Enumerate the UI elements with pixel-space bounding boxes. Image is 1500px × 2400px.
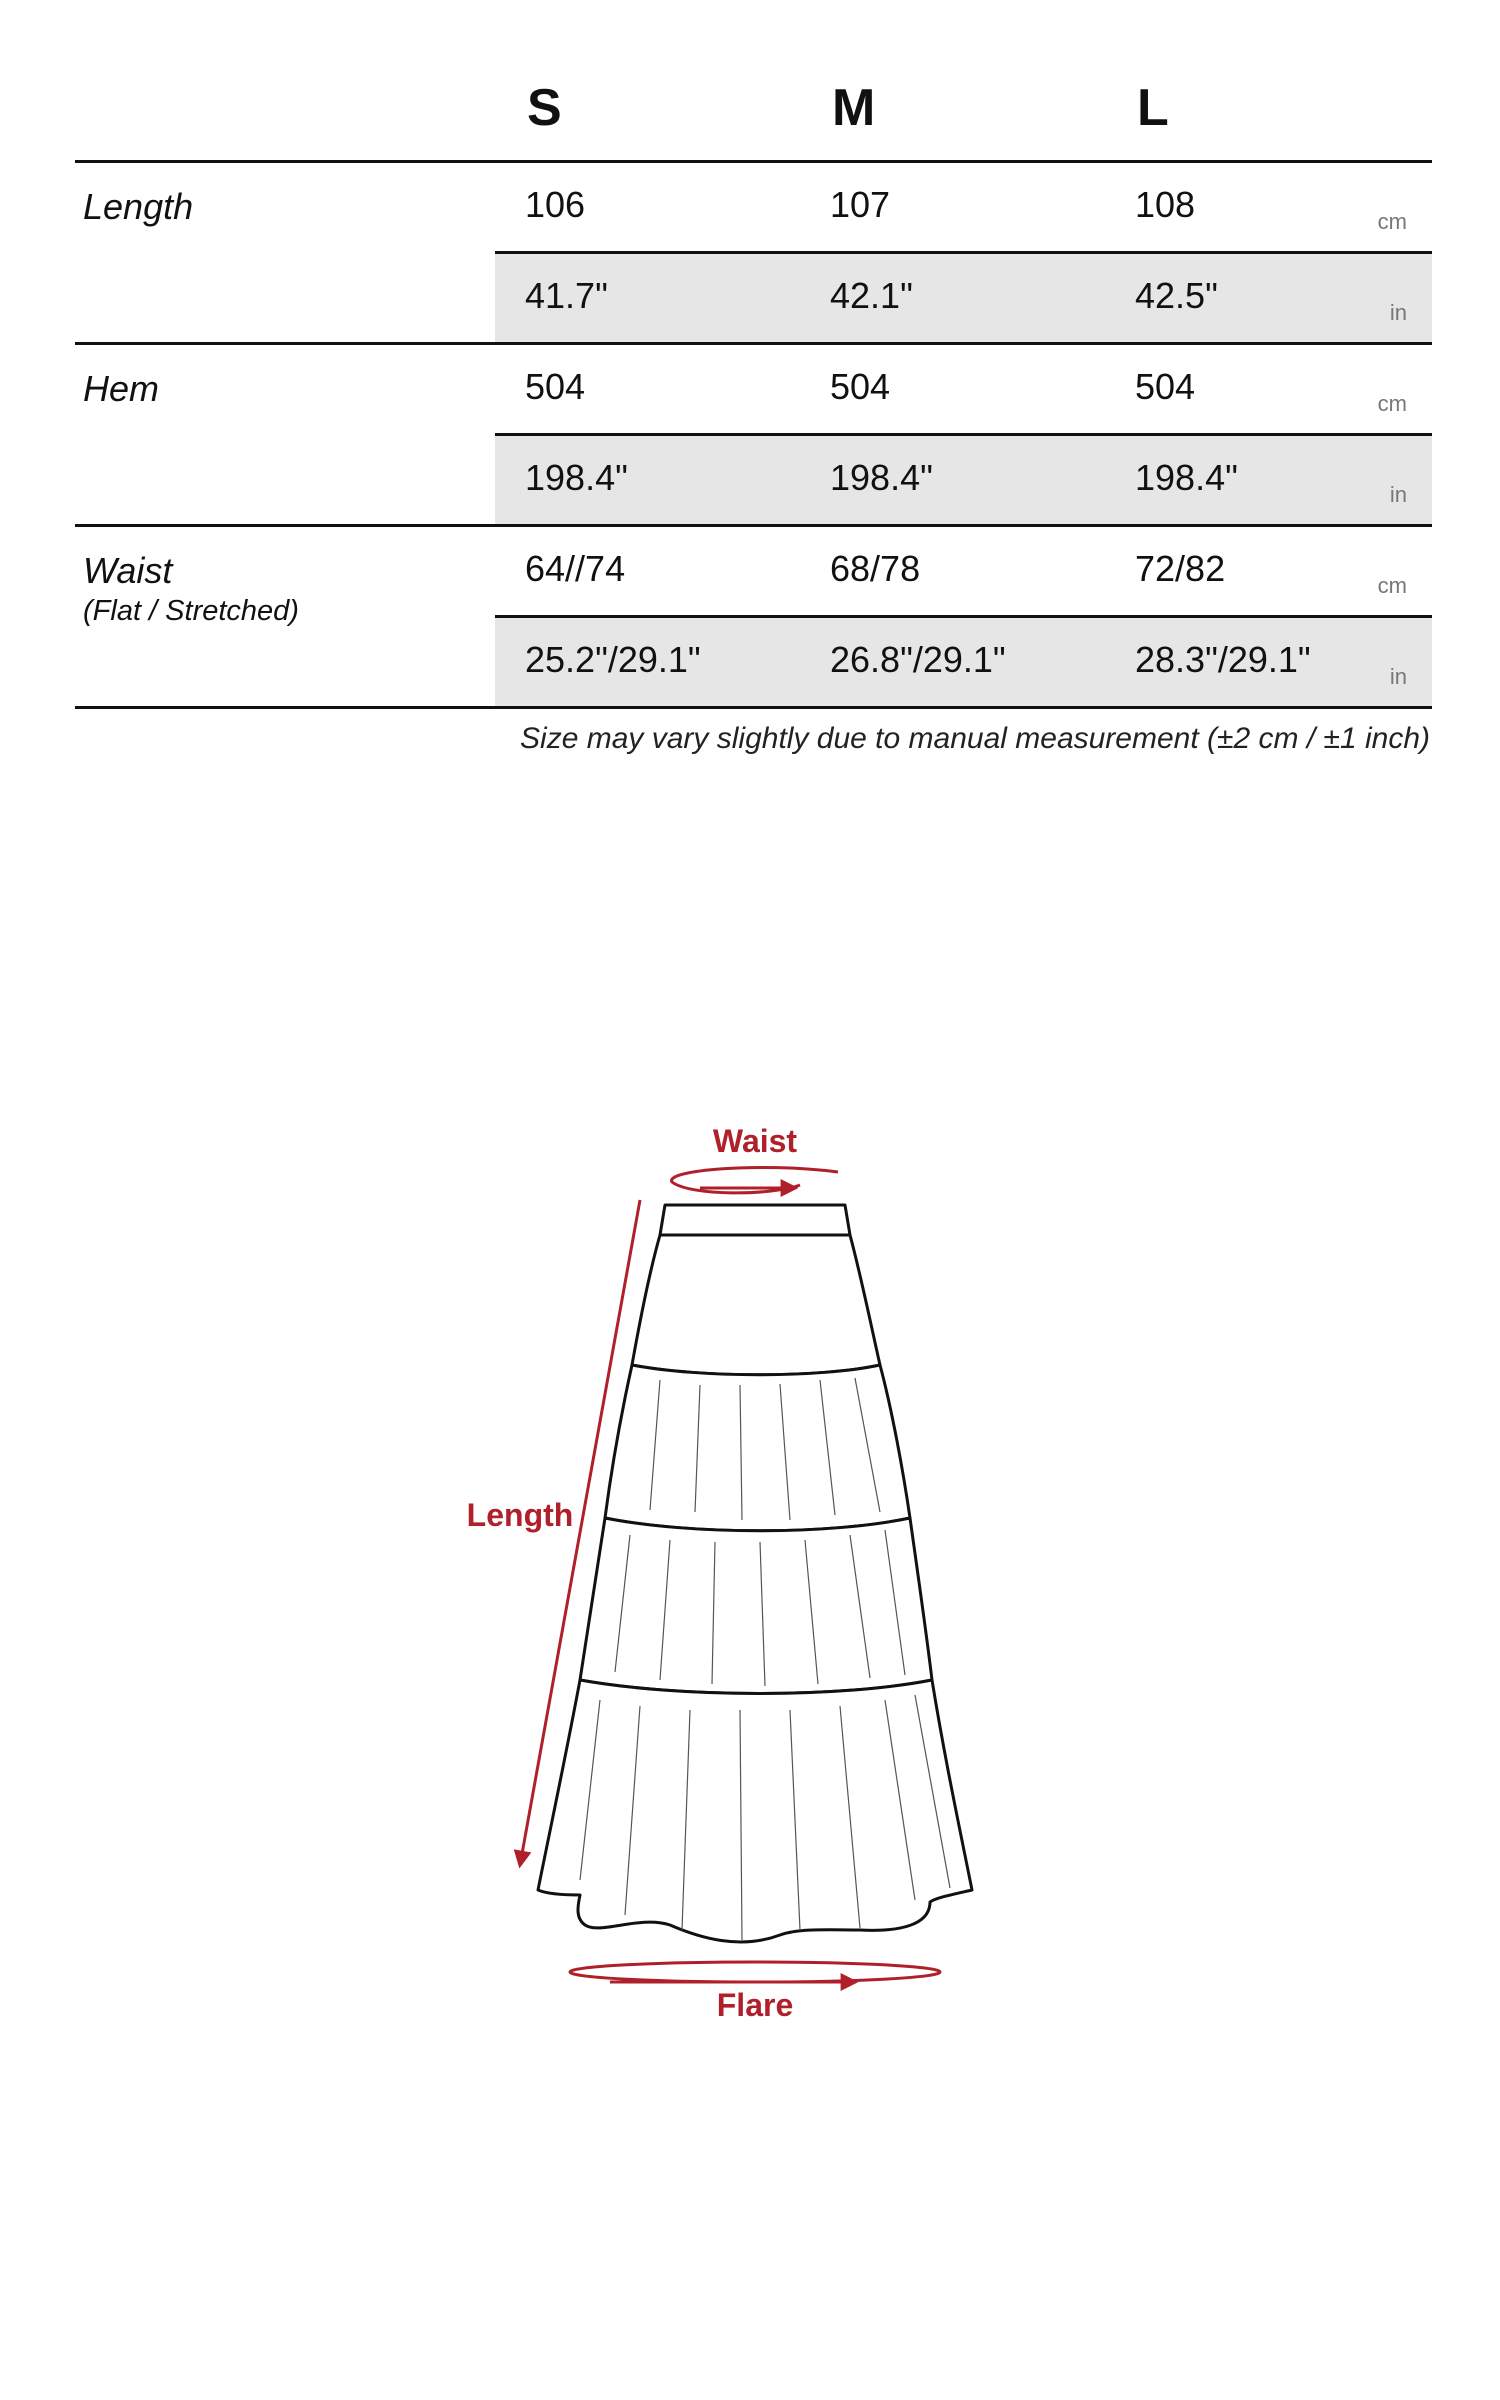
hem-in-m: 198.4": [830, 457, 933, 498]
waist-cm-l: 72/82: [1135, 548, 1226, 589]
unit-cm: cm: [1377, 209, 1407, 234]
length-cm-l: 108: [1135, 184, 1196, 225]
row-sublabel-waist: (Flat / Stretched): [83, 595, 299, 628]
hem-cm-m: 504: [830, 366, 891, 407]
waist-in-m: 26.8"/29.1": [830, 639, 1006, 680]
size-header-s: S: [527, 79, 562, 137]
size-header-l: L: [1137, 79, 1169, 137]
length-diagram-label: Length: [466, 1497, 574, 1533]
unit-in: in: [1389, 664, 1407, 689]
waist-cm-m: 68/78: [830, 548, 921, 589]
length-in-m: 42.1": [830, 275, 913, 316]
unit-in: in: [1389, 300, 1407, 325]
size-header-m: M: [832, 79, 876, 137]
row-label-length: Length: [83, 186, 194, 227]
skirt-waistband: [660, 1205, 850, 1235]
waist-in-l: 28.3"/29.1": [1135, 639, 1311, 680]
length-in-s: 41.7": [525, 275, 608, 316]
length-in-l: 42.5": [1135, 275, 1218, 316]
hem-in-s: 198.4": [525, 457, 628, 498]
waist-in-s: 25.2"/29.1": [525, 639, 701, 680]
hem-cm-l: 504: [1135, 366, 1196, 407]
skirt-tier-2: [580, 1518, 932, 1694]
unit-cm: cm: [1377, 391, 1407, 416]
length-cm-s: 106: [525, 184, 586, 225]
skirt-yoke: [632, 1235, 880, 1375]
hem-cm-s: 504: [525, 366, 586, 407]
hem-in-l: 198.4": [1135, 457, 1238, 498]
skirt-tier-3: [538, 1680, 972, 1942]
flare-diagram-label: Flare: [716, 1987, 794, 2023]
flare-arrow-loop: [570, 1962, 940, 1982]
waist-diagram-label: Waist: [712, 1123, 798, 1159]
unit-in: in: [1389, 482, 1407, 507]
row-label-hem: Hem: [83, 368, 160, 409]
unit-cm: cm: [1377, 573, 1407, 598]
row-label-waist: Waist (Flat / Stretched): [83, 550, 299, 628]
waist-cm-s: 64//74: [525, 548, 626, 589]
measurement-note: Size may vary slightly due to manual measurement (±2 cm / ±1 inch): [520, 722, 1430, 755]
skirt-illustration: [538, 1205, 972, 1942]
length-cm-m: 107: [830, 184, 891, 225]
